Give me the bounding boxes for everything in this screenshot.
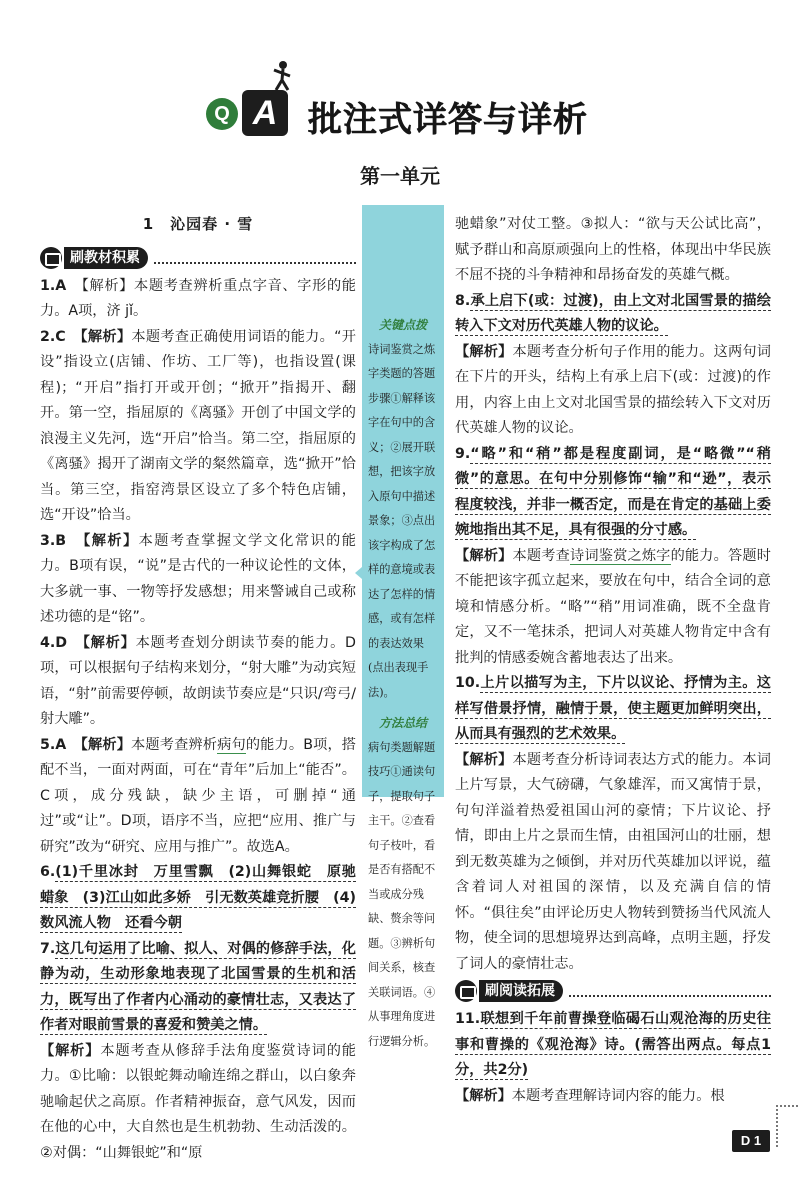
arrow-icon <box>355 567 362 579</box>
answer-item-1: 1.A 【解析】本题考查辨析重点字音、字形的能力。A项，济 jǐ。 <box>40 277 356 319</box>
answer-item-4: 4.D 【解析】本题考查划分朗读节奏的能力。D项，可以根据句子结构来划分，“射大雕”为动宾短语，“射”前需要停顿，故朗读节奏应是“只识/弯弓/射大雕”。 <box>40 634 356 727</box>
key-tips-box <box>362 313 444 705</box>
unit-title: 第一单元 <box>360 164 440 188</box>
section-label: 刷阅读拓展 <box>479 980 563 1002</box>
section-header-reading <box>455 979 771 1003</box>
answer-item-2: 2.C 【解析】本题考查正确使用词语的能力。“开设”指设立(店铺、作坊、工厂等)，也指设置(课程)；“开启”指打开或开创；“掀开”指揭开、翻开。第一空，指屈原的《离骚》开创了中国文学的浪漫主义先河，选“开启”恰当。第二空，指屈原的《离骚》揭开了湖南文学的粲然篇章，选“掀开”恰当。第三空，指窑湾景区设立了多个特色店铺，选“开设”恰当。 <box>40 328 356 523</box>
climber-icon <box>268 60 296 94</box>
tips-sidebar <box>362 205 444 1048</box>
answer-item-7: 7.这几句运用了比喻、拟人、对偶的修辞手法，化静为动，生动形象地表现了北国雪景的生机和活力，既写出了作者内心涌动的豪情壮志，又表达了作者对眼前雪景的喜爱和赞美之情。 【解析】本题考查从修辞手法角度鉴赏诗词的能力。①比喻：以银蛇舞动喻连绵之群山，以白象奔驰喻起伏之高原。作者精神振奋，意气风发，因而在他的心中，大自然也是生机勃勃、生动活泼的。②对偶：“山舞银蛇”和“原 <box>40 940 356 1161</box>
brush-icon <box>455 980 477 1002</box>
answer-item-6: 6.(1)千里冰封 万里雪飘 (2)山舞银蛇 原驰蜡象 (3)江山如此多娇 引无数英雄竞折腰 (4)数风流人物 还看今朝 <box>40 864 356 931</box>
method-summary-box <box>362 711 444 1054</box>
answer-item-5: 5.A 【解析】本题考查辨析病句的能力。B项，搭配不当，一面对两面，可在“青年”后加上“能否”。C项，成分残缺，缺少主语，可删掉“通过”或“让”。D项，语序不当，应把“应用、推广与研究”改为“研究、应用与推广”。故选A。 <box>40 736 356 855</box>
answer-item-10: 10.上片以描写为主，下片以议论、抒情为主。这样写借景抒情，融情于景，使主题更加鲜明突出，从而具有强烈的艺术效果。 【解析】本题考查分析诗词表达方式的能力。本词上片写景，大气磅礴，气象雄浑，而又寓情于景，句句洋溢着热爱祖国山河的豪情；下片议论、抒情，即由上片之景而生情，由祖国河山的壮丽，想到无数英雄为之倾倒，并对历代英雄加以评说，蕴含着词人对祖国的深情，以及充满自信的情怀。“俱往矣”由评论历史人物转到赞扬当代风流人物，使全词的思想境界达到高峰，点明主题，抒发了词人的豪情壮志。 <box>455 675 771 972</box>
section-header-textbook <box>40 246 356 270</box>
dotted-divider <box>154 252 356 264</box>
method-summary-heading: 方法总结 <box>378 716 427 730</box>
section-label: 刷教材积累 <box>64 247 148 269</box>
page-number: D 1 <box>732 1130 770 1152</box>
poem-title: 1 沁园春 · 雪 <box>142 215 254 233</box>
a-badge: A <box>242 90 288 136</box>
method-summary-text: 病句类题解题技巧①通读句子，提取句子主干。②查看句子枝叶，看是否有搭配不当或成分残缺、赘余等问题。③辨析句间关系，核查关联词语。④从事理角度进行逻辑分析。 <box>368 740 436 1048</box>
answer-item-3: 3.B 【解析】本题考查掌握文学文化常识的能力。B项有误，“说”是古代的一种议论性的文体，大多就一事、一物等抒发感想；用来警诫自己或称述功德的是“铭”。 <box>40 532 356 625</box>
corner-decoration <box>776 1105 798 1147</box>
right-column <box>455 212 771 1109</box>
answer-item-8: 8.承上启下(或：过渡)，由上文对北国雪景的描绘转入下文对历代英雄人物的议论。 【解析】本题考查分析句子作用的能力。这两句词在下片的开头，结构上有承上启下(或：过渡)的作用，内容上由上文对北国雪景的描绘转入下文对历代英雄人物的议论。 <box>455 292 771 436</box>
banner-title: 批注式详答与详析 <box>308 100 588 140</box>
header-banner <box>190 60 610 150</box>
answer-item-11: 11.联想到千年前曹操登临碣石山观沧海的历史往事和曹操的《观沧海》诗。(需答出两点。每点1分，共2分) 【解析】本题考查理解诗词内容的能力。根 <box>455 1011 771 1104</box>
dotted-divider <box>569 985 771 997</box>
answer-item-7-cont: 驰蜡象”对仗工整。③拟人：“欲与天公试比高”，赋予群山和高原顽强向上的性格，体现出中华民族不屈不挠的斗争精神和昂扬奋发的英雄气概。 <box>455 216 771 283</box>
key-tips-heading: 关键点拨 <box>378 318 427 332</box>
left-column <box>40 212 356 1166</box>
q-badge: Q <box>206 98 238 130</box>
brush-icon <box>40 247 62 269</box>
key-tips-text: 诗词鉴赏之炼字类题的答题步骤①解释该字在句中的含义；②展开联想，把该字放入原句中描述景象；③点出该字构成了怎样的意境或表达了怎样的情感，或有怎样的表达效果(点出表现手法)。 <box>368 342 436 699</box>
answer-item-9: 9.“略”和“稍”都是程度副词，是“略微”“稍微”的意思。在句中分别修饰“输”和“逊”，表示程度较浅，并非一概否定，而是在肯定的基础上委婉地指出其不足，具有很强的分寸感。 【解析】本题考查诗词鉴赏之炼字的能力。答题时不能把该字孤立起来，要放在句中，结合全词的意境和情感分析。“略”“稍”用词准确，既不全盘肯定，又不一笔抹杀，把词人对英雄人物肯定中含有批判的情感委婉含蓄地表达了出来。 <box>455 445 771 666</box>
